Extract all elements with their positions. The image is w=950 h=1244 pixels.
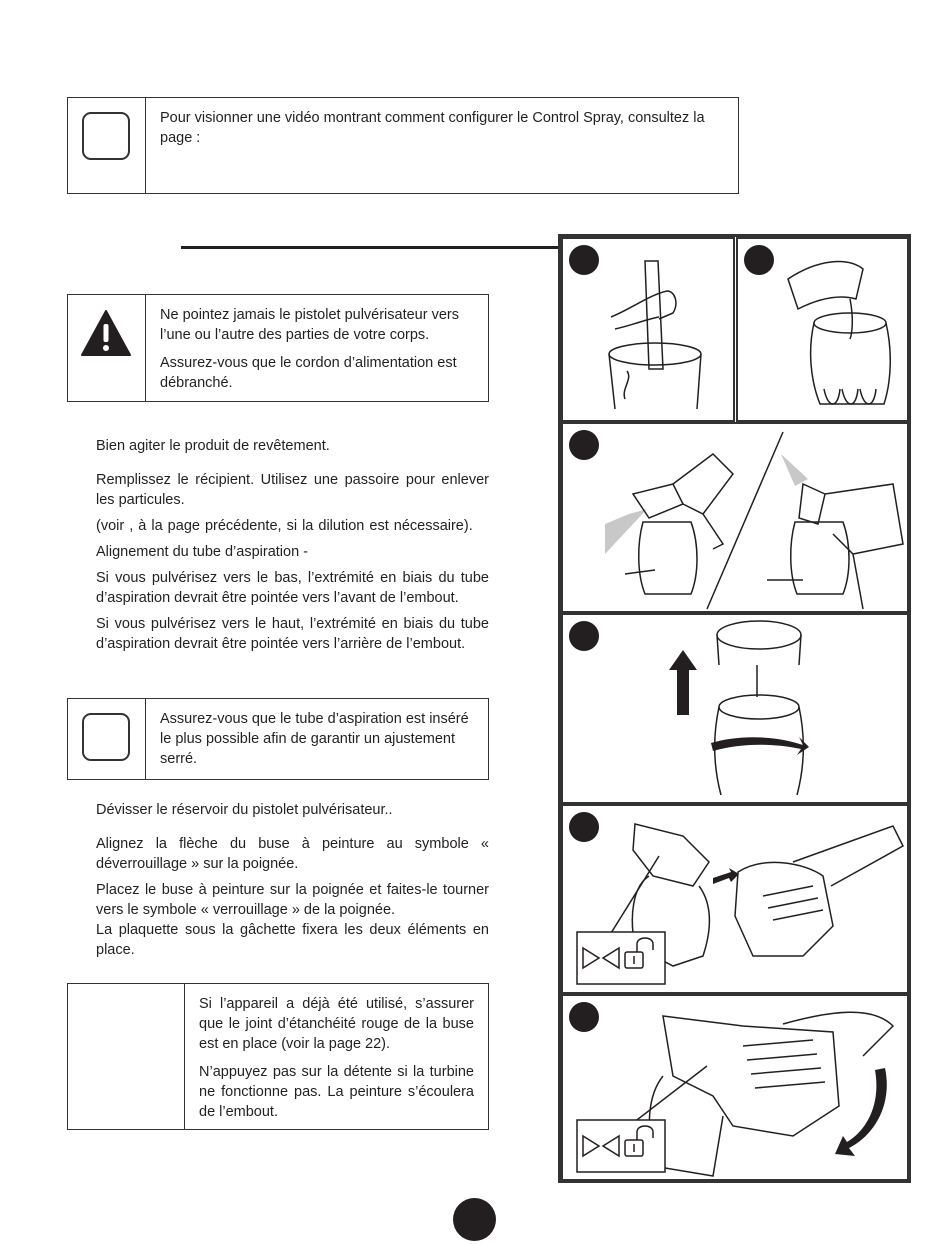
instruction-thinning: (voir , à la page précédente, si la dilution est nécessaire). xyxy=(96,518,473,534)
note-icon-cell xyxy=(68,699,146,779)
section-rule xyxy=(181,246,559,249)
warning-line-2: Assurez-vous que le cordon d’alimentation est débranché. xyxy=(160,355,457,391)
figure-lock-nozzle xyxy=(561,994,909,1181)
pour-paint-illustration xyxy=(738,239,909,422)
instructions-b xyxy=(96,800,489,960)
figure-stir xyxy=(561,237,735,422)
warning-box xyxy=(67,294,489,402)
caution-line-2: N’appuyez pas sur la détente si la turbine ne fonctionne pas. La peinture s’écoulera de l’embout. xyxy=(199,1064,474,1120)
caution-box xyxy=(67,983,489,1130)
video-note-icon-cell xyxy=(68,98,146,193)
suction-tube-alignment-illustration xyxy=(563,424,909,613)
align-nozzle-illustration xyxy=(563,806,909,994)
instruction-align-arrow: Alignez la flèche du buse à peinture au symbole « déverrouillage » sur la poignée. xyxy=(96,836,489,872)
note-icon xyxy=(82,713,130,761)
warning-triangle-icon xyxy=(80,309,132,357)
instruction-spray-up: Si vous pulvérisez vers le haut, l’extrémité en biais du tube d’aspiration devrait être pointée vers l’arrière de l’embout. xyxy=(96,616,489,652)
video-note-box xyxy=(67,97,739,194)
lock-nozzle-illustration xyxy=(563,996,909,1181)
warning-icon-cell xyxy=(68,295,146,401)
figure-unscrew xyxy=(561,613,909,804)
warning-line-1: Ne pointez jamais le pistolet pulvérisateur vers l’une ou l’autre des parties de votre corps. xyxy=(160,307,459,343)
stir-paint-illustration xyxy=(563,239,735,422)
note-text: Assurez-vous que le tube d’aspiration est inséré le plus possible afin de garantir un ajustement serré. xyxy=(160,711,469,767)
caution-icon-cell xyxy=(68,984,185,1129)
instruction-fill: Remplissez le récipient. Utilisez une passoire pour enlever les particules. xyxy=(96,472,489,508)
caution-text-cell xyxy=(185,984,488,1129)
figure-suction-tube xyxy=(561,422,909,613)
note-icon xyxy=(82,112,130,160)
instruction-shake: Bien agiter le produit de revêtement. xyxy=(96,438,330,454)
unscrew-container-illustration xyxy=(563,615,909,804)
note-box xyxy=(67,698,489,780)
figure-align-nozzle xyxy=(561,804,909,994)
warning-text-cell xyxy=(146,295,488,401)
figure-pour xyxy=(736,237,909,422)
instruction-unscrew: Dévisser le réservoir du pistolet pulvérisateur.. xyxy=(96,802,393,818)
instruction-spray-down: Si vous pulvérisez vers le bas, l’extrémité en biais du tube d’aspiration devrait être pointée vers l’avant de l’embout. xyxy=(96,570,489,606)
instruction-tube-heading: Alignement du tube d’aspiration - xyxy=(96,544,308,560)
instruction-turn-lock: Placez le buse à peinture sur la poignée et faites-le tourner vers le symbole « verrouillage » de la poignée. xyxy=(96,882,489,918)
page-number-marker xyxy=(453,1198,496,1241)
instruction-plate: La plaquette sous la gâchette fixera les deux éléments en place. xyxy=(96,922,489,958)
video-note-text: Pour visionner une vidéo montrant comment configurer le Control Spray, consultez la page : xyxy=(160,110,705,146)
note-text-cell xyxy=(146,699,488,779)
caution-line-1: Si l’appareil a déjà été utilisé, s’assurer que le joint d’étanchéité rouge de la buse est en place (voir la page 22). xyxy=(199,996,474,1052)
instructions-a xyxy=(96,436,489,654)
video-note-text-cell xyxy=(146,98,738,193)
